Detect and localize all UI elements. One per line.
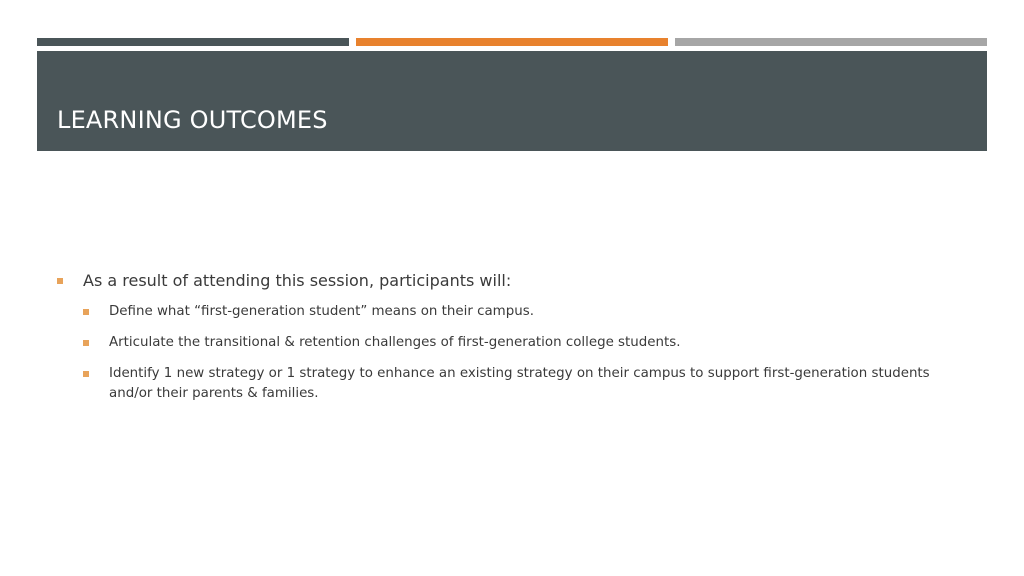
slide-title: LEARNING OUTCOMES	[57, 106, 328, 134]
title-band	[37, 51, 987, 151]
bullet-text: As a result of attending this session, participants will:	[83, 271, 512, 290]
square-bullet-icon	[57, 278, 63, 284]
slide-content	[56, 270, 966, 404]
accent-bar-dark	[37, 38, 349, 46]
accent-bar-orange	[356, 38, 668, 46]
square-bullet-icon	[83, 309, 89, 315]
square-bullet-icon	[83, 371, 89, 377]
sub-bullet-text: Identify 1 new strategy or 1 strategy to enhance an existing strategy on their campus to support first-generation students and/or their parents & families.	[109, 366, 930, 401]
accent-bars	[37, 38, 987, 46]
sub-bullet-item	[82, 302, 966, 322]
sub-bullet-text: Articulate the transitional & retention challenges of first-generation college students.	[109, 335, 681, 350]
bullet-item	[56, 270, 966, 292]
square-bullet-icon	[83, 340, 89, 346]
sub-bullet-item	[82, 333, 966, 353]
accent-bar-gray	[675, 38, 987, 46]
sub-bullet-item	[82, 364, 966, 404]
sub-bullet-text: Define what “first-generation student” means on their campus.	[109, 304, 534, 319]
